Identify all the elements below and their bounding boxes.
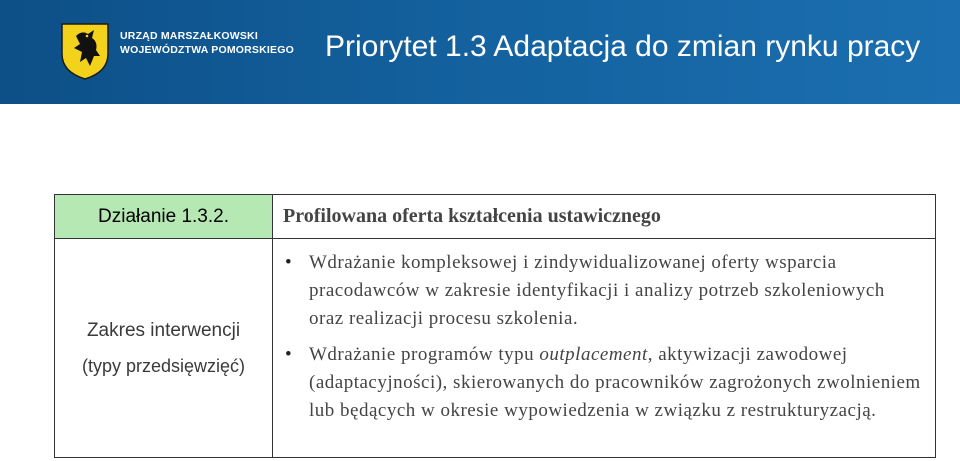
section-heading: Profilowana oferta kształcenia ustawicznego	[273, 195, 936, 239]
scope-label: Zakres interwencji	[86, 319, 241, 341]
action-label: Działanie 1.3.2.	[55, 195, 273, 239]
griffin-shield-icon	[60, 22, 110, 80]
header-banner	[0, 0, 960, 104]
table-row-scope	[55, 239, 936, 458]
table-row-header	[55, 195, 936, 239]
list-item-text: Wdrażanie kompleksowej i zindywidualizowanej oferty wsparcia pracodawców w zakresie identyfikacji i analizy potrzeb szkoleniowych oraz realizacji procesu szkolenia.	[309, 252, 885, 329]
list-item	[283, 341, 921, 425]
list-item-italic: outplacement	[539, 344, 648, 365]
scope-list-cell	[273, 239, 936, 458]
logo-line-1: URZĄD MARSZAŁKOWSKI	[120, 30, 258, 42]
logo-line-2: WOJEWÓDZTWA POMORSKIEGO	[120, 44, 294, 56]
scope-sublabel: (typy przedsięwzięć)	[81, 355, 246, 376]
scope-cell	[55, 239, 273, 458]
list-item-text-after: , aktywizacji zawodowej (adaptacyjności), skierowanych do pracowników zagrożonych zwolnieniem lub będących w okresie wypowiedzenia w związku z restrukturyzacją.	[309, 344, 921, 421]
list-item	[283, 249, 921, 333]
page-title: Priorytet 1.3 Adaptacja do zmian rynku pracy	[325, 30, 921, 63]
info-table	[54, 194, 936, 458]
intervention-list	[283, 249, 921, 425]
list-item-text-before: Wdrażanie programów typu	[309, 344, 540, 365]
logo-text	[120, 29, 294, 57]
